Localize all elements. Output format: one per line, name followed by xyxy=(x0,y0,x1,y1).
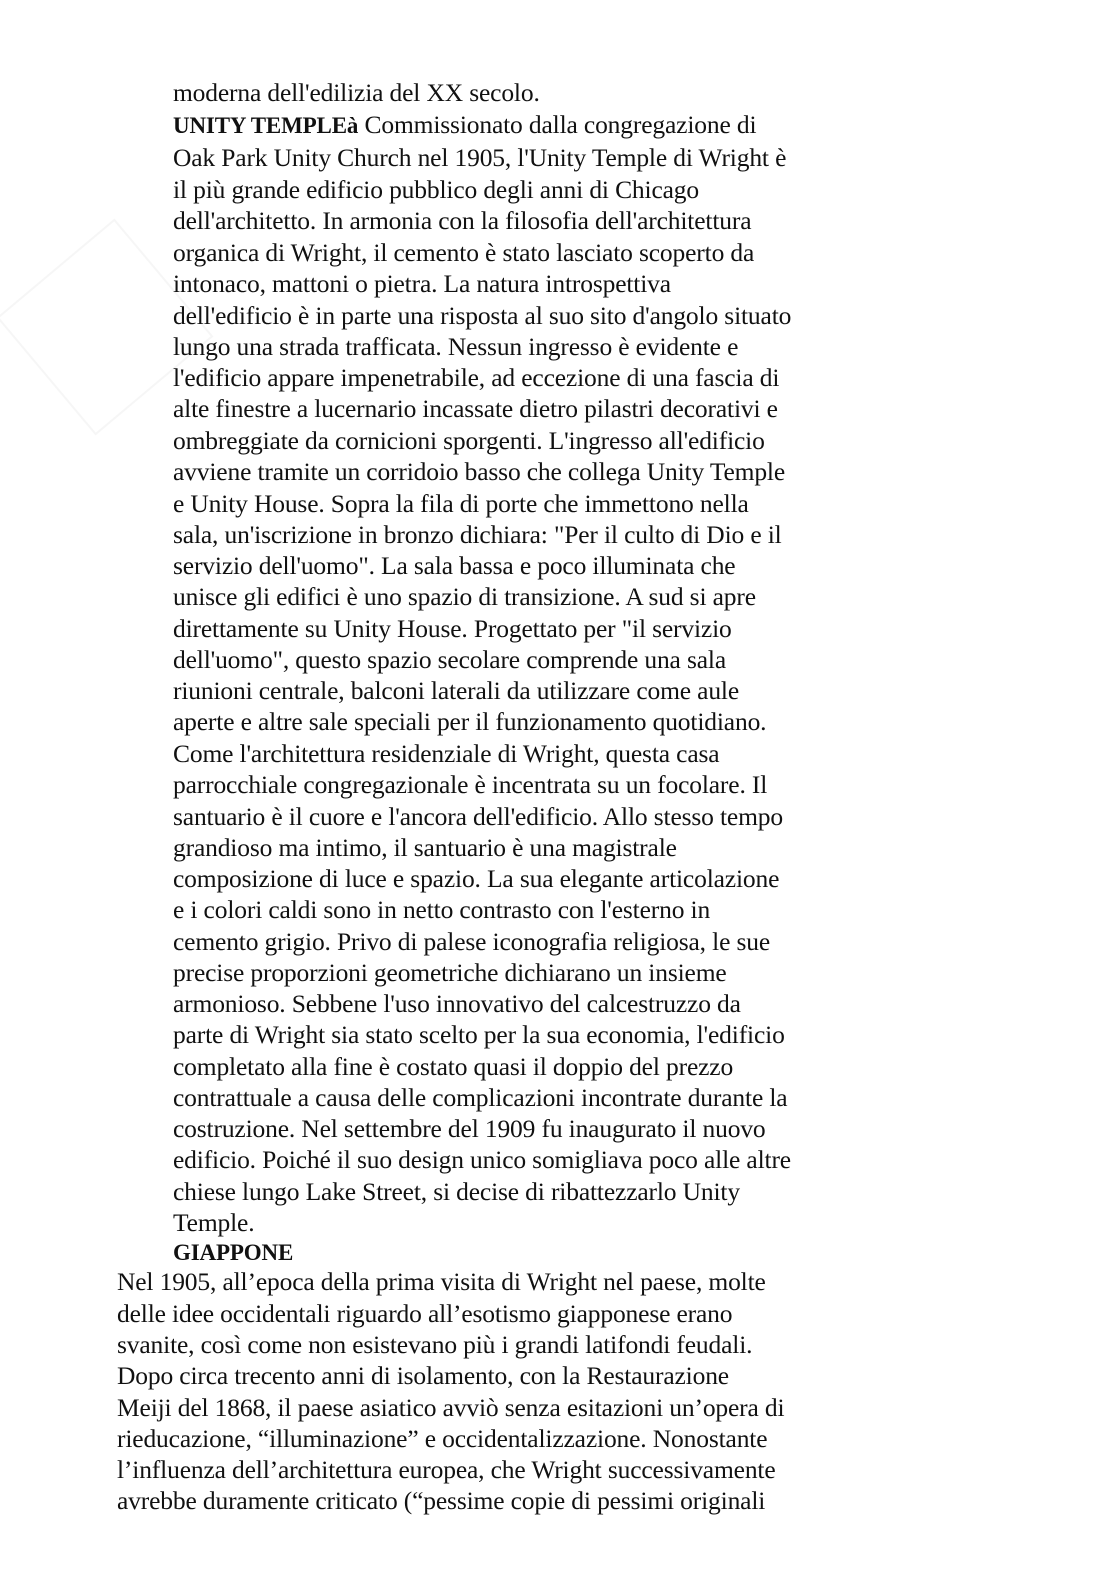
text-line: Oak Park Unity Church nel 1905, l'Unity Temple di Wright è xyxy=(173,143,787,172)
text-line: rieducazione, “illuminazione” e occidentalizzazione. Nonostante xyxy=(117,1424,768,1453)
text-line: moderna dell'edilizia del XX secolo. xyxy=(173,78,540,107)
text-line: parte di Wright sia stato scelto per la sua economia, l'edificio xyxy=(173,1020,785,1049)
text-line: edificio. Poiché il suo design unico somigliava poco alle altre xyxy=(173,1145,791,1174)
text-line: sala, un'iscrizione in bronzo dichiara: "Per il culto di Dio e il xyxy=(173,520,782,549)
text-line: e i colori caldi sono in netto contrasto con l'esterno in xyxy=(173,895,711,924)
text-line: svanite, così come non esistevano più i grandi latifondi feudali. xyxy=(117,1330,753,1359)
text-line: ombreggiate da cornicioni sporgenti. L'ingresso all'edificio xyxy=(173,426,765,455)
text-line: organica di Wright, il cemento è stato lasciato scoperto da xyxy=(173,238,755,267)
text-line: l’influenza dell’architettura europea, che Wright successivamente xyxy=(117,1455,776,1484)
text-line: intonaco, mattoni o pietra. La natura introspettiva xyxy=(173,269,671,298)
text-line: avrebbe duramente criticato (“pessime copie di pessimi originali xyxy=(117,1486,766,1515)
text-line: Meiji del 1868, il paese asiatico avviò senza esitazioni un’opera di xyxy=(117,1393,785,1422)
text-line: Dopo circa trecento anni di isolamento, con la Restaurazione xyxy=(117,1361,729,1390)
text-line: costruzione. Nel settembre del 1909 fu inaugurato il nuovo xyxy=(173,1114,766,1143)
text-line: contrattuale a causa delle complicazioni incontrate durante la xyxy=(173,1083,788,1112)
text-line: grandioso ma intimo, il santuario è una magistrale xyxy=(173,833,677,862)
text-line: delle idee occidentali riguardo all’esotismo giapponese erano xyxy=(117,1299,733,1328)
text-line: parrocchiale congregazionale è incentrata su un focolare. Il xyxy=(173,770,768,799)
text-line: alte finestre a lucernario incassate dietro pilastri decorativi e xyxy=(173,394,778,423)
text-line: Nel 1905, all’epoca della prima visita di Wright nel paese, molte xyxy=(117,1267,766,1296)
text-line: Come l'architettura residenziale di Wright, questa casa xyxy=(173,739,720,768)
text-line: e Unity House. Sopra la fila di porte che immettono nella xyxy=(173,489,749,518)
text-line: dell'architetto. In armonia con la filosofia dell'architettura xyxy=(173,206,752,235)
text-line: avviene tramite un corridoio basso che collega Unity Temple xyxy=(173,457,786,486)
text-line: aperte e altre sale speciali per il funzionamento quotidiano. xyxy=(173,707,767,736)
text-line: l'edificio appare impenetrabile, ad eccezione di una fascia di xyxy=(173,363,780,392)
text-line: armonioso. Sebbene l'uso innovativo del calcestruzzo da xyxy=(173,989,741,1018)
text-line: Temple. xyxy=(173,1208,255,1237)
text-line: dell'uomo", questo spazio secolare comprende una sala xyxy=(173,645,726,674)
section-heading-giappone: GIAPPONE xyxy=(173,1240,294,1265)
text-line: direttamente su Unity House. Progettato per "il servizio xyxy=(173,614,732,643)
text-line: cemento grigio. Privo di palese iconografia religiosa, le sue xyxy=(173,927,770,956)
text-line: riunioni centrale, balconi laterali da utilizzare come aule xyxy=(173,676,740,705)
text-line: lungo una strada trafficata. Nessun ingresso è evidente e xyxy=(173,332,739,361)
text-line: composizione di luce e spazio. La sua elegante articolazione xyxy=(173,864,780,893)
text-line-continuation: Commissionato dalla congregazione di xyxy=(358,110,757,139)
text-line: servizio dell'uomo". La sala bassa e poco illuminata che xyxy=(173,551,736,580)
text-line: precise proporzioni geometriche dichiarano un insieme xyxy=(173,958,727,987)
text-line: santuario è il cuore e l'ancora dell'edificio. Allo stesso tempo xyxy=(173,802,783,831)
text-line: dell'edificio è in parte una risposta al suo sito d'angolo situato xyxy=(173,301,792,330)
section-heading-unity-temple: UNITY TEMPLEà xyxy=(173,113,359,138)
text-line: unisce gli edifici è uno spazio di transizione. A sud si apre xyxy=(173,582,756,611)
text-line: completato alla fine è costato quasi il doppio del prezzo xyxy=(173,1052,734,1081)
text-line xyxy=(173,110,756,141)
text-line: il più grande edificio pubblico degli anni di Chicago xyxy=(173,175,700,204)
text-line: chiese lungo Lake Street, si decise di ribattezzarlo Unity xyxy=(173,1177,740,1206)
